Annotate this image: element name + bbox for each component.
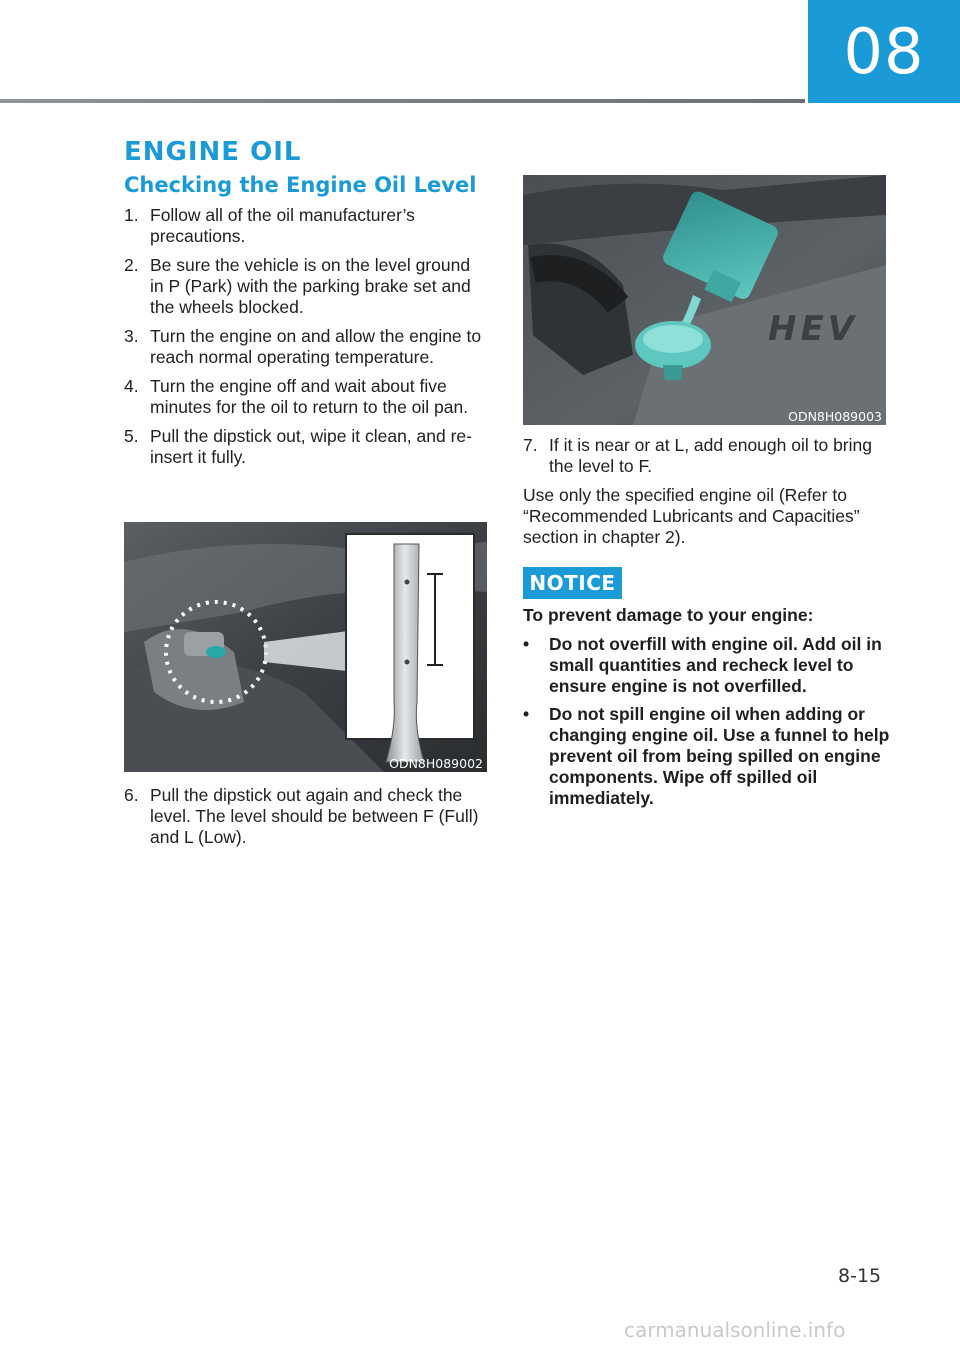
step-text: Follow all of the oil manufacturer’s precautions. — [150, 205, 415, 246]
left-column — [124, 205, 488, 476]
steps-list — [523, 435, 887, 477]
list-item — [124, 255, 488, 318]
step-number: 5. — [124, 426, 139, 446]
step-number: 4. — [124, 376, 139, 396]
step-text: Turn the engine on and allow the engine to reach normal operating temperature. — [150, 326, 482, 367]
list-item — [124, 376, 488, 418]
watermark: carmanualsonline.info — [624, 1318, 846, 1342]
step-text: Pull the dipstick out, wipe it clean, and re-insert it fully. — [150, 426, 472, 467]
subsection-title: Checking the Engine Oil Level — [124, 173, 477, 197]
engine-cover-label: HEV — [768, 309, 858, 349]
step-number: 1. — [124, 205, 139, 225]
list-item — [124, 426, 488, 468]
notice-text: Do not overfill with engine oil. Add oil in small quantities and recheck level to ensure engine is not overfilled. — [549, 634, 882, 696]
list-item — [523, 704, 891, 809]
page-number: 8-15 — [838, 1265, 882, 1287]
section-title: ENGINE OIL — [124, 137, 302, 167]
oil-filling-figure — [523, 175, 886, 425]
list-item — [523, 435, 887, 477]
step-number: 6. — [124, 785, 139, 805]
step-text: Turn the engine off and wait about five minutes for the oil to return to the oil pan. — [150, 376, 469, 417]
right-column — [523, 435, 887, 548]
step-number: 3. — [124, 326, 139, 346]
list-item — [124, 785, 488, 848]
notice-text: Do not spill engine oil when adding or changing engine oil. Use a funnel to help prevent oil from being spilled on engine components. Wipe off spilled oil immediately. — [549, 704, 890, 808]
dipstick-figure — [124, 522, 487, 772]
step-text: Pull the dipstick out again and check the level. The level should be between F (Full) and L (Low). — [150, 785, 479, 847]
notice-intro: To prevent damage to your engine: — [523, 605, 814, 625]
step-text: If it is near or at L, add enough oil to bring the level to F. — [549, 435, 872, 476]
step-text: Be sure the vehicle is on the level ground in P (Park) with the parking brake set and the wheels blocked. — [150, 255, 471, 317]
engine-dipstick-illustration-icon — [124, 522, 487, 772]
chapter-number-tab — [808, 0, 960, 103]
notice-badge: NOTICE — [523, 567, 622, 599]
list-item — [124, 326, 488, 368]
chapter-number: 08 — [843, 15, 925, 88]
list-item — [124, 205, 488, 247]
list-item — [523, 634, 891, 697]
notice-list — [523, 634, 891, 809]
steps-list — [124, 205, 488, 468]
header-rule — [0, 99, 805, 103]
step-6-block — [124, 785, 488, 856]
oil-filling-illustration-icon — [523, 175, 886, 425]
oil-specification-note: Use only the specified engine oil (Refer to “Recommended Lubricants and Capacities” section in chapter 2). — [523, 485, 860, 547]
notice-body — [523, 605, 891, 816]
figure-caption: ODN8H089003 — [788, 409, 882, 424]
steps-list — [124, 785, 488, 848]
step-number: 2. — [124, 255, 139, 275]
bullet: • — [523, 634, 530, 654]
bullet: • — [523, 704, 530, 724]
step-number: 7. — [523, 435, 538, 455]
figure-caption: ODN8H089002 — [389, 756, 483, 771]
